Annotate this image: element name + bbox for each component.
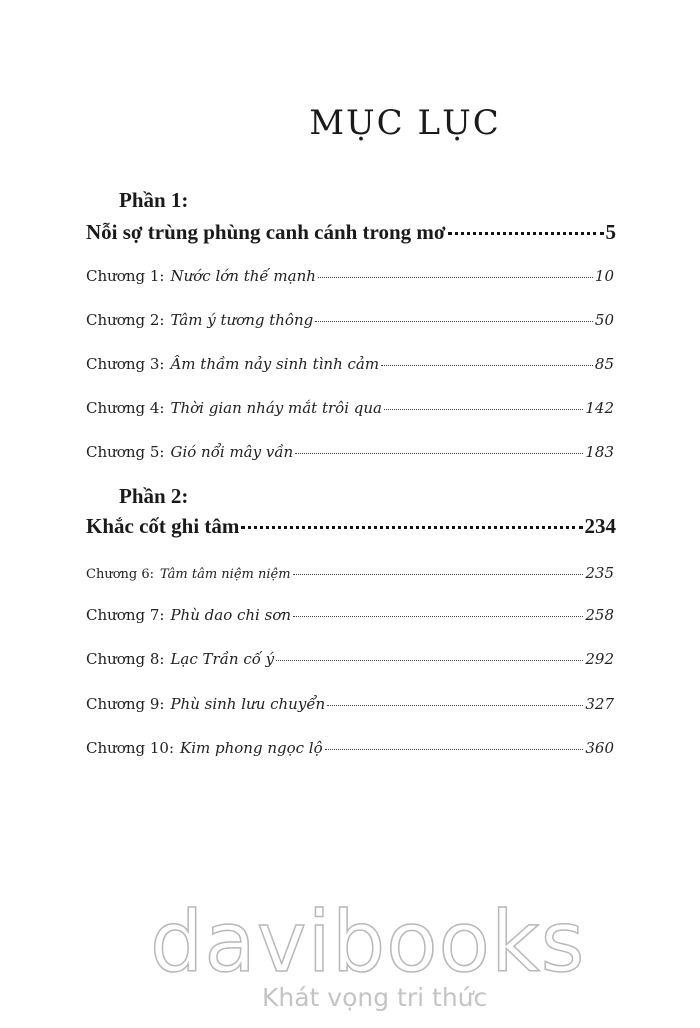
chapter-label: Chương 6:: [86, 567, 154, 582]
part-2-page: 234: [584, 514, 616, 538]
chapter-title: Phù sinh lưu chuyển: [170, 695, 326, 713]
dot-leader: [295, 453, 583, 454]
dot-leader: [293, 616, 583, 617]
dot-leader: [448, 232, 604, 235]
chapter-page: 292: [585, 650, 614, 668]
part-2-title: Khắc cốt ghi tâm: [86, 514, 240, 538]
chapter-title: Tâm tâm niệm niệm: [160, 567, 291, 582]
dot-leader: [241, 526, 582, 529]
watermark-tagline: Khát vọng tri thức: [262, 983, 488, 1012]
part-1-label: Phần 1:: [119, 188, 189, 212]
dot-leader: [327, 705, 583, 706]
chapter-label: Chương 4:: [86, 399, 165, 417]
toc-entry-chapter-1[interactable]: [86, 269, 614, 284]
chapter-label: Chương 1:: [86, 267, 165, 285]
chapter-label: Chương 7:: [86, 606, 165, 624]
dot-leader: [381, 365, 593, 366]
toc-entry-chapter-5[interactable]: [86, 445, 614, 460]
chapter-page: 85: [594, 355, 614, 373]
chapter-page: 183: [585, 443, 614, 461]
chapter-page: 360: [585, 739, 614, 757]
dot-leader: [325, 749, 584, 750]
chapter-title: Phù dao chi sơn: [170, 606, 292, 624]
toc-entry-chapter-6[interactable]: [86, 566, 614, 581]
dot-leader: [315, 321, 593, 322]
chapter-title: Lạc Trần cố ý: [170, 650, 275, 668]
chapter-page: 235: [585, 564, 614, 582]
chapter-label: Chương 10:: [86, 739, 175, 757]
part-1-entry[interactable]: [86, 222, 616, 243]
toc-entry-chapter-2[interactable]: [86, 313, 614, 328]
watermark-brand: davibooks: [150, 893, 586, 991]
toc-entry-chapter-8[interactable]: [86, 652, 614, 667]
chapter-label: Chương 8:: [86, 650, 165, 668]
chapter-title: Gió nổi mây vần: [170, 443, 294, 461]
part-2-label: Phần 2:: [119, 484, 189, 508]
dot-leader: [293, 574, 584, 575]
chapter-page: 10: [594, 267, 614, 285]
chapter-label: Chương 3:: [86, 355, 165, 373]
chapter-title: Tâm ý tương thông: [170, 311, 314, 329]
page-title: MỤC LỤC: [309, 103, 501, 143]
part-1-page: 5: [605, 220, 616, 244]
chapter-title: Âm thầm nảy sinh tình cảm: [170, 355, 380, 373]
dot-leader: [318, 277, 593, 278]
chapter-title: Kim phong ngọc lộ: [180, 739, 323, 757]
part-2-entry[interactable]: [86, 516, 616, 537]
chapter-title: Thời gian nháy mắt trôi qua: [170, 399, 382, 417]
toc-entry-chapter-7[interactable]: [86, 608, 614, 623]
chapter-page: 50: [594, 311, 614, 329]
toc-entry-chapter-4[interactable]: [86, 401, 614, 416]
chapter-title: Nước lớn thế mạnh: [170, 267, 316, 285]
chapter-label: Chương 5:: [86, 443, 165, 461]
toc-entry-chapter-9[interactable]: [86, 697, 614, 712]
part-1-title: Nỗi sợ trùng phùng canh cánh trong mơ: [86, 220, 446, 244]
chapter-label: Chương 9:: [86, 695, 165, 713]
chapter-label: Chương 2:: [86, 311, 165, 329]
toc-entry-chapter-10[interactable]: [86, 741, 614, 756]
dot-leader: [276, 660, 583, 661]
chapter-page: 258: [585, 606, 614, 624]
toc-entry-chapter-3[interactable]: [86, 357, 614, 372]
chapter-page: 327: [585, 695, 614, 713]
chapter-page: 142: [585, 399, 614, 417]
dot-leader: [384, 409, 583, 410]
